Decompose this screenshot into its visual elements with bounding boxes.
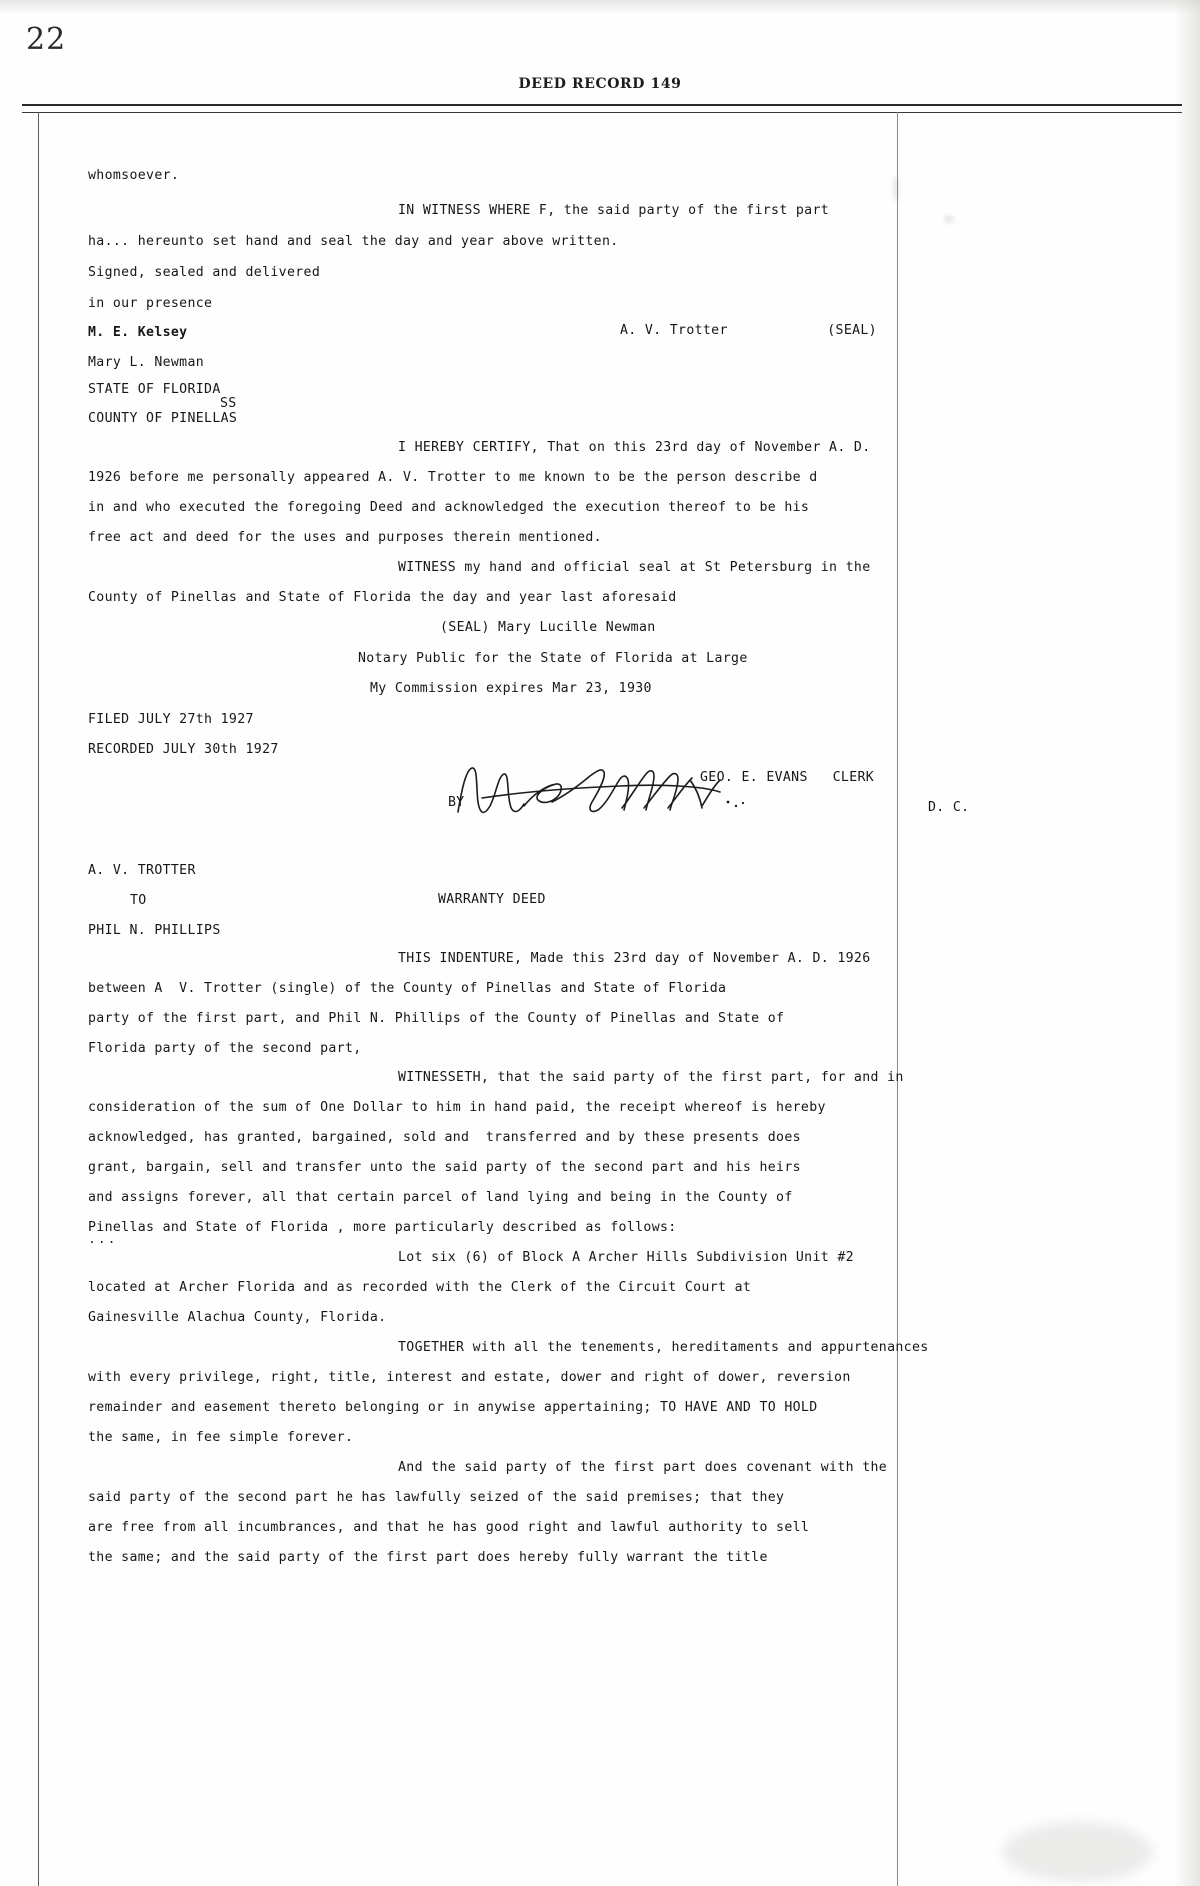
- document-line: THIS INDENTURE, Made this 23rd day of November A. D. 1926: [398, 951, 871, 966]
- document-line: Lot six (6) of Block A Archer Hills Subdivision Unit #2: [398, 1250, 854, 1265]
- document-line: I HEREBY CERTIFY, That on this 23rd day of November A. D.: [398, 440, 871, 455]
- signature-by-label: BY: [448, 795, 465, 810]
- document-line: IN WITNESS WHERE F, the said party of the first part: [398, 203, 830, 218]
- document-line: Florida party of the second part,: [88, 1041, 362, 1056]
- document-line: Pinellas and State of Florida , more particularly described as follows:: [88, 1220, 677, 1235]
- document-line: RECORDED JULY 30th 1927: [88, 742, 279, 757]
- document-line: remainder and easement thereto belonging or in anywise appertaining; TO HAVE AND TO HOLD: [88, 1400, 818, 1415]
- document-line: D. C.: [928, 800, 970, 815]
- document-line: TOGETHER with all the tenements, hereditaments and appurtenances: [398, 1340, 929, 1355]
- document-line: in and who executed the foregoing Deed and acknowledged the execution thereof to be his: [88, 500, 810, 515]
- document-line: PHIL N. PHILLIPS: [88, 923, 221, 938]
- document-line: WARRANTY DEED: [438, 892, 546, 907]
- document-line: COUNTY OF PINELLAS: [88, 411, 238, 426]
- document-line: and assigns forever, all that certain parcel of land lying and being in the County of: [88, 1190, 793, 1205]
- document-line: And the said party of the first part does covenant with the: [398, 1460, 888, 1475]
- document-line: Notary Public for the State of Florida at Large: [358, 651, 748, 666]
- page-smudge: [1003, 1822, 1153, 1882]
- document-line: with every privilege, right, title, interest and estate, dower and right of dower, reversion: [88, 1370, 851, 1385]
- document-line: TO: [130, 893, 147, 908]
- page-smudge: [893, 176, 899, 202]
- document-line: said party of the second part he has lawfully seized of the said premises; that they: [88, 1490, 785, 1505]
- document-line: STATE OF FLORIDA: [88, 382, 221, 397]
- page-edge-shading-top: [0, 0, 1200, 14]
- document-line: consideration of the sum of One Dollar to him in hand paid, the receipt whereof is hereby: [88, 1100, 826, 1115]
- document-line: WITNESS my hand and official seal at St Petersburg in the: [398, 560, 871, 575]
- document-line: Signed, sealed and delivered: [88, 265, 321, 280]
- document-line: located at Archer Florida and as recorded with the Clerk of the Circuit Court at: [88, 1280, 752, 1295]
- document-line: FILED JULY 27th 1927: [88, 712, 254, 727]
- document-line: grant, bargain, sell and transfer unto the said party of the second part and his heirs: [88, 1160, 801, 1175]
- document-line: the same, in fee simple forever.: [88, 1430, 354, 1445]
- header-rule-lower: [22, 112, 1182, 113]
- document-line: M. E. Kelsey: [88, 325, 188, 340]
- document-line: acknowledged, has granted, bargained, sold and transferred and by these presents does: [88, 1130, 801, 1145]
- document-line: GEO. E. EVANS CLERK: [700, 770, 875, 785]
- page-number: 22: [26, 22, 67, 57]
- page-edge-shading-right: [1174, 0, 1200, 1886]
- document-line: (SEAL) Mary Lucille Newman: [440, 620, 656, 635]
- document-line: My Commission expires Mar 23, 1930: [370, 681, 652, 696]
- document-line: WITNESSETH, that the said party of the first part, for and in: [398, 1070, 904, 1085]
- document-line: ha... hereunto set hand and seal the day and year above written.: [88, 234, 619, 249]
- document-line: SS: [220, 396, 237, 411]
- document-line: the same; and the said party of the first part does hereby fully warrant the title: [88, 1550, 768, 1565]
- document-line: in our presence: [88, 296, 213, 311]
- document-line: free act and deed for the uses and purposes therein mentioned.: [88, 530, 602, 545]
- document-line: 1926 before me personally appeared A. V. Trotter to me known to be the person describe d: [88, 470, 818, 485]
- document-line: Mary L. Newman: [88, 355, 205, 370]
- document-line: A. V. TROTTER: [88, 863, 196, 878]
- document-line: Gainesville Alachua County, Florida.: [88, 1310, 387, 1325]
- record-book-header: DEED RECORD 149: [518, 76, 682, 92]
- header-rule-upper: [22, 104, 1182, 106]
- document-line: are free from all incumbrances, and that he has good right and lawful authority to sell: [88, 1520, 810, 1535]
- document-line: between A V. Trotter (single) of the County of Pinellas and State of Florida: [88, 981, 727, 996]
- page-right-margin-rule: [897, 112, 898, 1886]
- page-left-margin-rule: [38, 112, 39, 1886]
- document-line: whomsoever.: [88, 168, 180, 183]
- document-line: County of Pinellas and State of Florida the day and year last aforesaid: [88, 590, 677, 605]
- document-line: A. V. Trotter (SEAL): [620, 323, 877, 338]
- page-smudge: [944, 215, 954, 223]
- stray-ellipsis-mark: ...: [88, 1232, 118, 1247]
- document-line: party of the first part, and Phil N. Phillips of the County of Pinellas and State of: [88, 1011, 785, 1026]
